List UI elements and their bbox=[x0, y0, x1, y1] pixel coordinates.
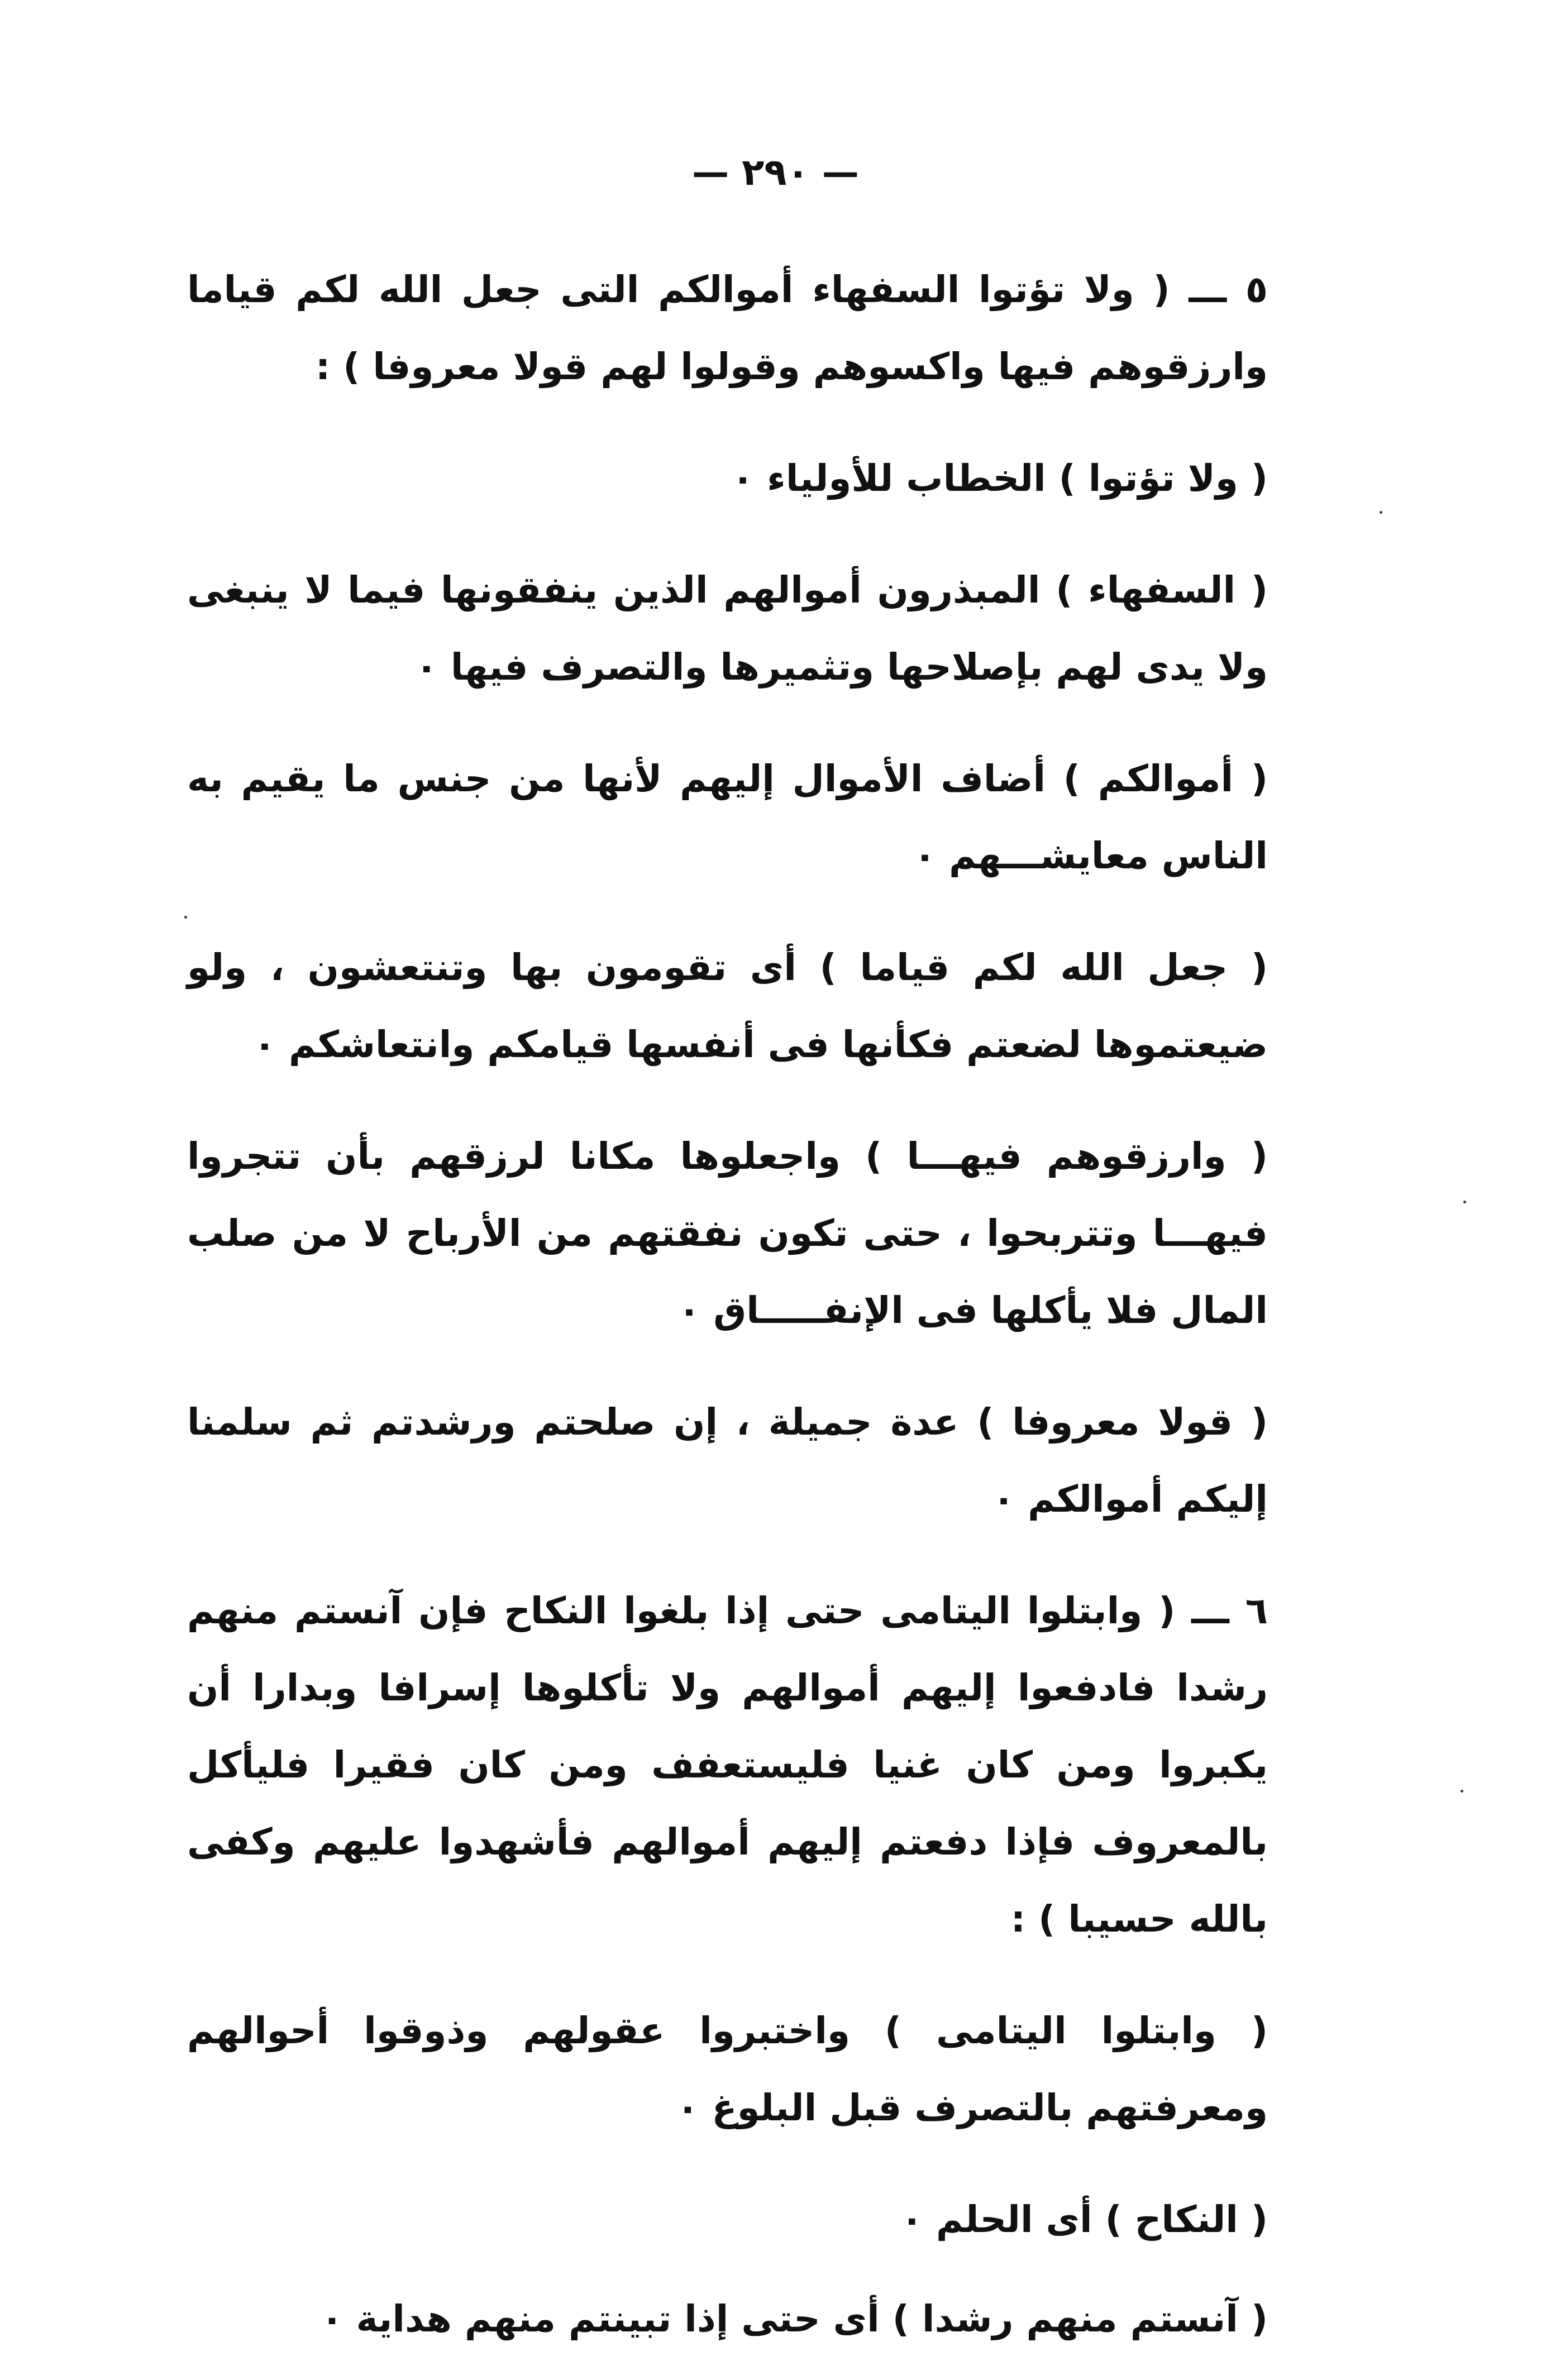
paragraph-gloss-wala-tutu: ( ولا تؤتوا ) الخطاب للأولياء ٠ bbox=[731, 457, 1268, 500]
paragraph-gloss-sufaha: ( السفهاء ) المبذرون أموالهم الذين ينفقونها فيما لا ينبغى ولا يدى لهم بإصلاحها وتثميرها والتصرف فيها ٠ bbox=[187, 568, 1268, 689]
paragraph-gloss-warzuquhum: ( وارزقوهم فيهـــا ) واجعلوها مكانا لرزقهم بأن تتجروا فيهـــا وتتربحوا ، حتى تكون نفقتهم من الأرباح لا من صلب المال فلا يأكلها فى الإنفـــــاق ٠ bbox=[187, 1135, 1268, 1332]
scan-speck bbox=[1380, 511, 1382, 514]
paragraph-gloss-amwalakum: ( أموالكم ) أضاف الأموال إليهم لأنها من جنس ما يقيم به الناس معايشـــهم ٠ bbox=[187, 757, 1268, 877]
paragraph-gloss-ibtalu: ( وابتلوا اليتامى ) واختبروا عقولهم وذوقوا أحوالهم ومعرفتهم بالتصرف قبل البلوغ ٠ bbox=[187, 2009, 1268, 2129]
page-body bbox=[187, 251, 1268, 2380]
paragraph-gloss-nikah: ( النكاح ) أى الحلم ٠ bbox=[900, 2198, 1268, 2241]
paragraph-verse-5: ٥ ـــ ( ولا تؤتوا السفهاء أموالكم التى جعل الله لكم قياما وارزقوهم فيها واكسوهم وقولوا لهم قولا معروفا ) : bbox=[187, 268, 1268, 388]
paragraph-gloss-qiyama: ( جعل الله لكم قياما ) أى تقومون بها وتنتعشون ، ولو ضيعتموها لضعتم فكأنها فى أنفسها قيامكم وانتعاشكم ٠ bbox=[187, 946, 1268, 1066]
paragraph-gloss-qawl-maruf: ( قولا معروفا ) عدة جميلة ، إن صلحتم ورشدتم ثم سلمنا إليكم أموالكم ٠ bbox=[187, 1401, 1268, 1521]
scan-speck bbox=[1461, 1790, 1463, 1793]
paragraph-verse-6: ٦ ـــ ( وابتلوا اليتامى حتى إذا بلغوا النكاح فإن آنستم منهم رشدا فادفعوا إليهم أموالهم ولا تأكلوها إسرافا وبدارا أن يكبروا ومن كان غنيا فليستعفف ومن كان فقيرا فليأكل بالمعروف فإذا دفعتم إليهم أموالهم فأشهدوا عليهم وكفى بالله حسيبا ) : bbox=[187, 1589, 1268, 1941]
page-number: — ٢٩٠ — bbox=[692, 151, 859, 194]
scan-speck bbox=[1463, 1201, 1466, 1203]
paragraph-gloss-anastum: ( آنستم منهم رشدا ) أى حتى إذا تبينتم منهم هداية ٠ bbox=[321, 2297, 1268, 2340]
scan-speck bbox=[184, 916, 187, 919]
